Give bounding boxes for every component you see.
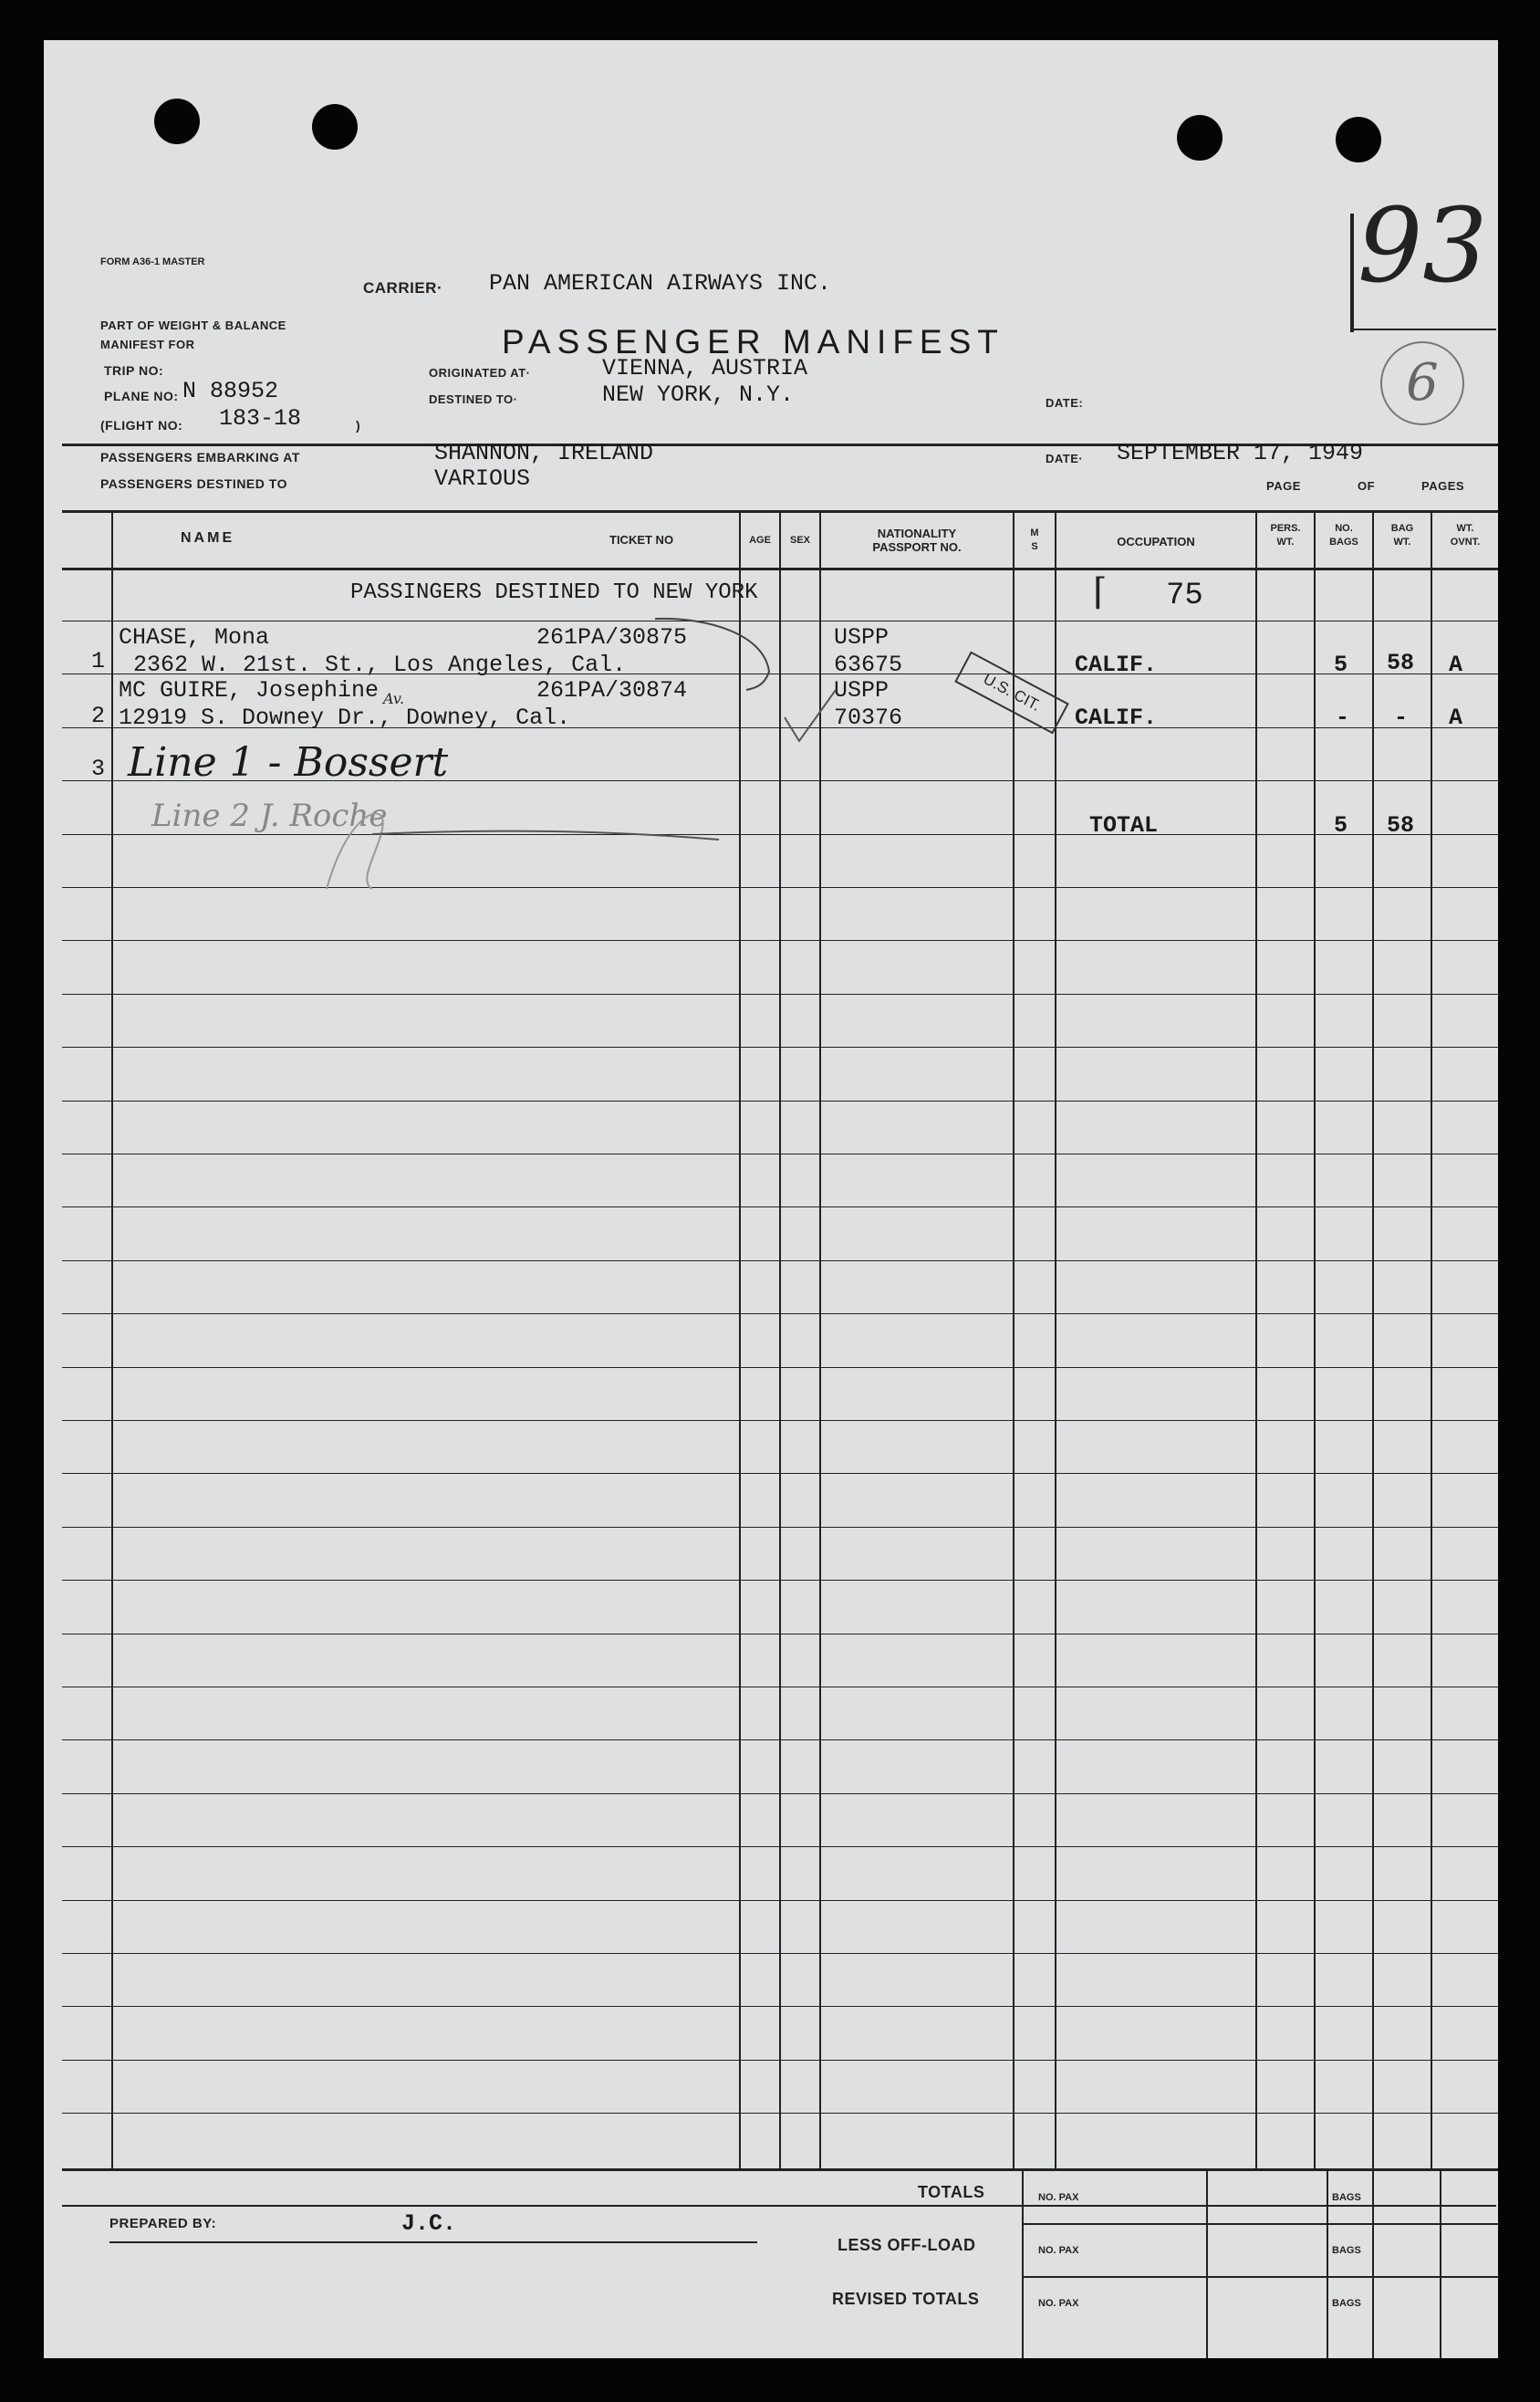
col-header-occupation: OCCUPATION [1117,535,1195,548]
col-header-bagwt-2: WT. [1393,537,1411,548]
prepared-by-value: J.C. [401,2210,457,2237]
passenger-occupation: CALIF. [1075,652,1158,678]
col-header-pers-2: WT. [1276,537,1295,548]
col-line [1372,510,1374,2170]
row-rule [62,1047,1498,1048]
plane-no-value: N 88952 [182,378,279,404]
total-bag-wt: 58 [1387,812,1415,839]
manifest-sheet [44,40,1498,2358]
row-rule [62,1313,1498,1314]
passenger-passport: 63675 [834,652,903,678]
footer-bags: BAGS [1332,2298,1361,2309]
destined-value: NEW YORK, N.Y. [602,381,795,408]
page-label: PAGE [1266,479,1301,493]
footer-bags: BAGS [1332,2192,1361,2203]
col-header-pers-1: PERS. [1270,523,1301,534]
passenger-bag-wt: 58 [1387,650,1415,676]
col-header-wt-ovnt [1432,522,1498,549]
col-header-wtovnt-2: OVNT. [1450,537,1481,548]
footer-row-line [1022,2276,1498,2278]
row-rule [62,1420,1498,1421]
footer-revised-label: REVISED TOTALS [832,2290,980,2308]
page-note: 6 [1380,341,1464,425]
date-label: DATE: [1046,396,1084,410]
embarking-value: SHANNON, IRELAND [434,440,654,466]
total-no-bags: 5 [1334,812,1348,839]
page-title: PASSENGER MANIFEST [502,323,1004,360]
col-header-ms-1: M [1030,527,1039,538]
passenger-no-bags: - [1336,705,1350,731]
carrier-value: PAN AMERICAN AIRWAYS INC. [489,270,832,297]
col-header-sex: SEX [789,535,810,546]
passenger-bag-wt: - [1394,705,1409,731]
passenger-occupation: CALIF. [1075,705,1158,731]
col-line [1431,510,1432,2170]
row-number: 1 [91,648,106,674]
row-number: 2 [91,703,106,729]
footer-divider [62,2205,1496,2207]
prepared-by-line [109,2241,757,2243]
footer-row-line [1022,2223,1498,2225]
page-number: 93 [1358,187,1488,306]
row-rule [62,1473,1498,1474]
row-rule [62,1101,1498,1102]
of-label: OF [1358,479,1376,493]
footer-col-line [1372,2168,1374,2358]
footer-no-pax: NO. PAX [1038,2192,1079,2203]
col-header-nobags-2: BAGS [1329,537,1358,548]
flight-no-label: (FLIGHT NO: [100,418,183,433]
embarking-label: PASSENGERS EMBARKING AT [100,450,300,465]
col-header-pers-wt [1257,522,1314,549]
row-rule [62,1580,1498,1581]
date2-value: SEPTEMBER 17, 1949 [1117,440,1364,466]
punch-hole [154,99,200,144]
carrier-label: CARRIER· [363,279,443,297]
part-of-label-2: MANIFEST FOR [100,338,195,351]
footer-totals-label: TOTALS [918,2183,985,2201]
signature-line-2: Line 2 J. Roche [151,798,388,834]
col-line [111,510,113,2170]
col-header-ms [1015,527,1055,554]
footer-bags: BAGS [1332,2245,1361,2256]
passenger-passport: 70376 [834,705,903,731]
footer-col-line [1206,2168,1208,2358]
row-rule [62,1739,1498,1740]
row-rule [62,2113,1498,2114]
col-header-nobags-1: NO. [1335,523,1353,534]
page-number-bar [1350,214,1354,332]
row-rule [62,1367,1498,1368]
col-header-ticket: TICKET NO [609,533,674,547]
col-line [1013,510,1015,2170]
check-marks [628,608,847,772]
footer-col-line [1327,2168,1328,2358]
destined-to-label: PASSENGERS DESTINED TO [100,476,287,491]
row-rule [62,2060,1498,2061]
footer-no-pax: NO. PAX [1038,2298,1079,2309]
row-rule [62,1527,1498,1528]
row-rule [62,2006,1498,2007]
trip-no-label: TRIP NO: [104,363,164,378]
passenger-ticket: 261PA/30874 [536,677,688,704]
row-rule [62,887,1498,888]
col-header-no-bags [1316,522,1372,549]
col-header-age: AGE [749,535,771,546]
pages-label: PAGES [1421,479,1465,493]
col-header-name: NAME [181,530,235,546]
footer-col-line [1022,2168,1024,2358]
originated-value: VIENNA, AUSTRIA [602,355,808,381]
total-label: TOTAL [1089,812,1159,839]
row-rule [62,1900,1498,1901]
passenger-nationality: USPP [834,624,890,651]
col-header-bag-wt [1374,522,1431,549]
passenger-address: 2362 W. 21st. St., Los Angeles, Cal. [133,652,627,678]
passenger-nationality: USPP [834,677,890,704]
row-rule [62,1260,1498,1261]
flight-no-value: 183-18 [219,405,302,432]
signature-line-1: Line 1 - Bossert [128,739,449,786]
date2-label: DATE· [1046,452,1084,465]
row-rule [62,1793,1498,1794]
form-code: FORM A36-1 MASTER [100,256,205,267]
row-rule [62,940,1498,941]
footer-no-pax: NO. PAX [1038,2245,1079,2256]
prepared-by-label: PREPARED BY: [109,2216,217,2231]
row-rule [62,994,1498,995]
col-header-wtovnt-1: WT. [1456,523,1474,534]
signature-flourish [317,788,737,907]
col-line [1255,510,1257,2170]
col-header-nationality [821,527,1013,554]
destined-to-value: VARIOUS [434,465,531,492]
section-number: 75 [1166,579,1203,613]
row-rule [62,1206,1498,1207]
destined-label: DESTINED TO· [429,392,518,406]
plane-no-label: PLANE NO: [104,389,179,403]
col-header-bagwt-1: BAG [1390,523,1414,534]
passenger-wt-ovnt: A [1449,652,1463,678]
flight-no-close: ) [356,418,361,433]
part-of-label-1: PART OF WEIGHT & BALANCE [100,319,286,332]
col-header-ms-2: S [1031,541,1038,552]
row-number: 3 [91,756,106,782]
section-heading: PASSINGERS DESTINED TO NEW YORK [350,580,758,605]
col-header-nationality-2: PASSPORT NO. [872,540,962,554]
punch-hole [1336,117,1381,162]
punch-hole [1177,115,1223,161]
section-mark: ⌈ [1093,571,1108,613]
row-rule [62,1846,1498,1847]
row-rule [62,834,1498,835]
footer-offload-label: LESS OFF-LOAD [838,2236,976,2254]
col-line [1314,510,1316,2170]
col-line [1055,510,1056,2170]
passenger-wt-ovnt: A [1449,705,1463,731]
passenger-ticket: 261PA/30875 [536,624,688,651]
page-number-underline [1350,329,1496,330]
row-rule [62,1953,1498,1954]
passenger-name: CHASE, Mona [119,624,270,651]
punch-hole [312,104,358,150]
us-cit-stamp: U.S. CIT. [954,652,1069,735]
passenger-name: MC GUIRE, Josephine [119,677,380,704]
footer-col-line [1440,2168,1441,2358]
handwritten-av: Av. [383,690,405,707]
passenger-no-bags: 5 [1334,652,1348,678]
col-header-nationality-1: NATIONALITY [877,527,957,540]
passenger-address: 12919 S. Downey Dr., Downey, Cal. [119,705,571,731]
originated-label: ORIGINATED AT· [429,366,531,380]
